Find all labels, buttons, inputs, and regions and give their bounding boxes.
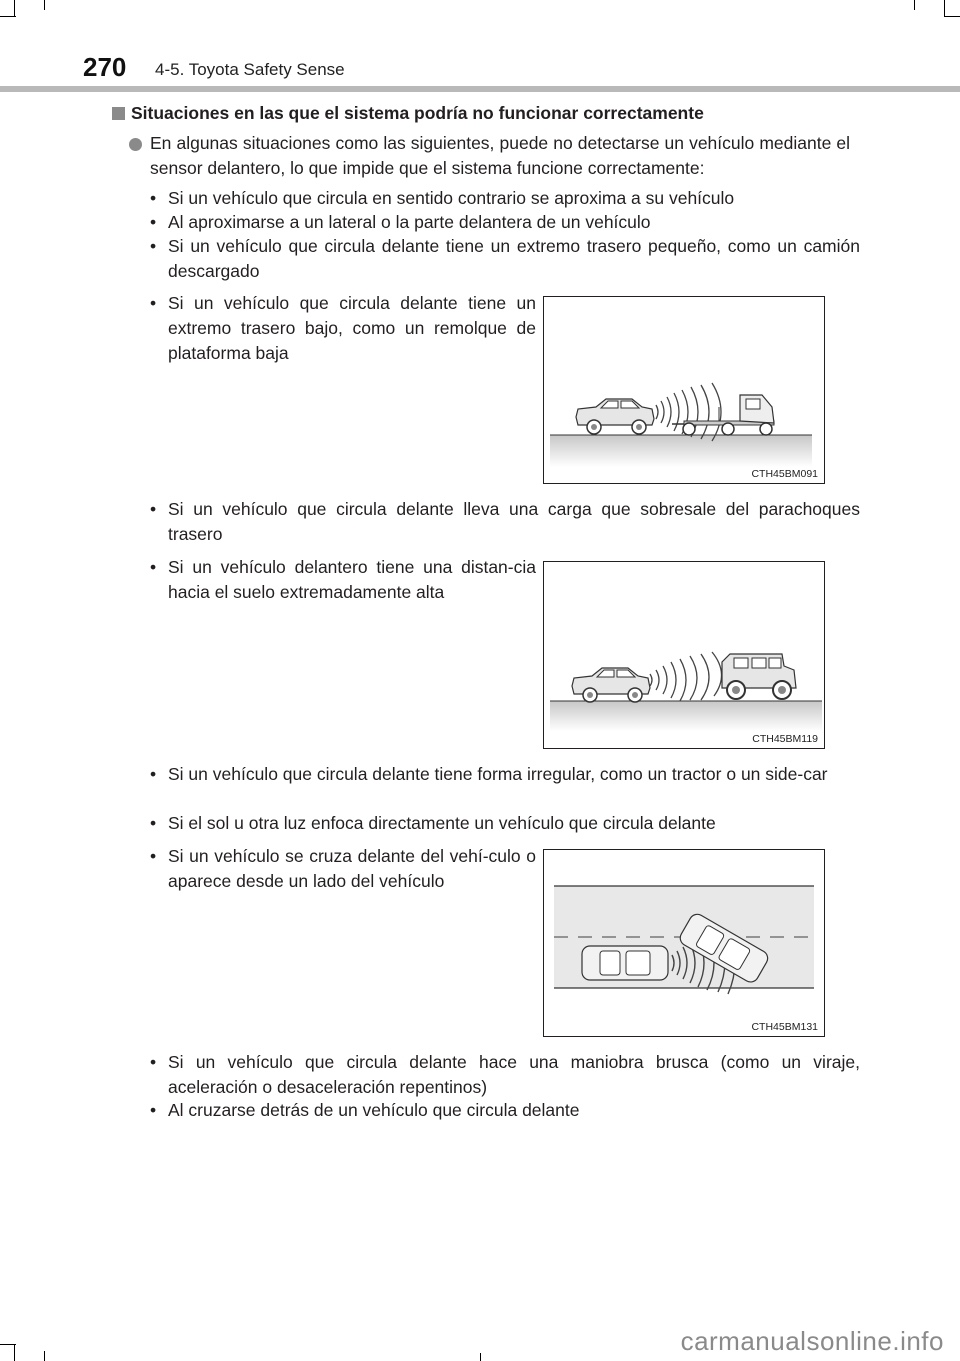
heading-text: Situaciones en las que el sistema podría no funcionar correctamente	[131, 103, 704, 123]
list-item: • Si un vehículo que circula delante tiene un extremo trasero pequeño, como un camión descargado	[150, 234, 860, 284]
crop-mark	[480, 1353, 481, 1361]
circle-bullet-icon	[129, 138, 142, 151]
list-item: • Si un vehículo que circula delante tiene forma irregular, como un tractor o un side-car	[150, 762, 860, 787]
low-trailer-illustration-icon	[544, 297, 824, 483]
list-item: • Si un vehículo que circula delante lleva una carga que sobresale del parachoques trasero	[150, 497, 860, 547]
list-item: • Si un vehículo se cruza delante del vehí-culo o aparece desde un lado del vehículo	[150, 844, 536, 894]
list-item: • Si el sol u otra luz enfoca directamente un vehículo que circula delante	[150, 811, 860, 836]
header-rule	[0, 86, 960, 92]
crop-mark	[44, 1351, 45, 1361]
list-item: • Si un vehículo delantero tiene una distan-cia hacia el suelo extremadamente alta	[150, 555, 536, 605]
crop-mark	[14, 0, 15, 16]
intro-text: En algunas situaciones como las siguientes, puede no detectarse un vehículo mediante el sensor delantero, lo que impide que el sistema funcione correctamente:	[150, 133, 850, 178]
list-item: • Si un vehículo que circula delante tiene un extremo trasero bajo, como un remolque de plataforma baja	[150, 291, 536, 366]
crop-mark	[944, 16, 960, 17]
figure-high-clearance	[543, 561, 825, 749]
figure-low-trailer	[543, 296, 825, 484]
crop-mark	[944, 0, 945, 16]
figure-code: CTH45BM131	[751, 1021, 818, 1033]
section-heading	[112, 103, 704, 124]
intro-paragraph	[133, 131, 850, 181]
crop-mark	[914, 0, 915, 10]
high-clearance-vehicle-illustration-icon	[544, 562, 824, 748]
crossing-vehicle-illustration-icon	[544, 850, 824, 1036]
watermark: carmanualsonline.info	[680, 1326, 944, 1356]
section-title: 4-5. Toyota Safety Sense	[155, 60, 345, 79]
crop-mark	[0, 1344, 16, 1345]
list-item: • Al cruzarse detrás de un vehículo que circula delante	[150, 1098, 860, 1123]
page-number: 270	[83, 52, 127, 82]
figure-crossing-vehicle	[543, 849, 825, 1037]
figure-code: CTH45BM091	[751, 468, 818, 480]
figure-code: CTH45BM119	[752, 733, 818, 745]
crop-mark	[0, 16, 16, 17]
list-item: • Al aproximarse a un lateral o la parte delantera de un vehículo	[150, 210, 868, 235]
crop-mark	[44, 0, 45, 10]
crop-mark	[14, 1345, 15, 1361]
list-item: • Si un vehículo que circula delante hace una maniobra brusca (como un viraje, aceleración o desaceleración repentinos)	[150, 1050, 860, 1100]
list-item: • Si un vehículo que circula en sentido contrario se aproxima a su vehículo	[150, 186, 868, 211]
square-bullet-icon	[112, 107, 125, 120]
